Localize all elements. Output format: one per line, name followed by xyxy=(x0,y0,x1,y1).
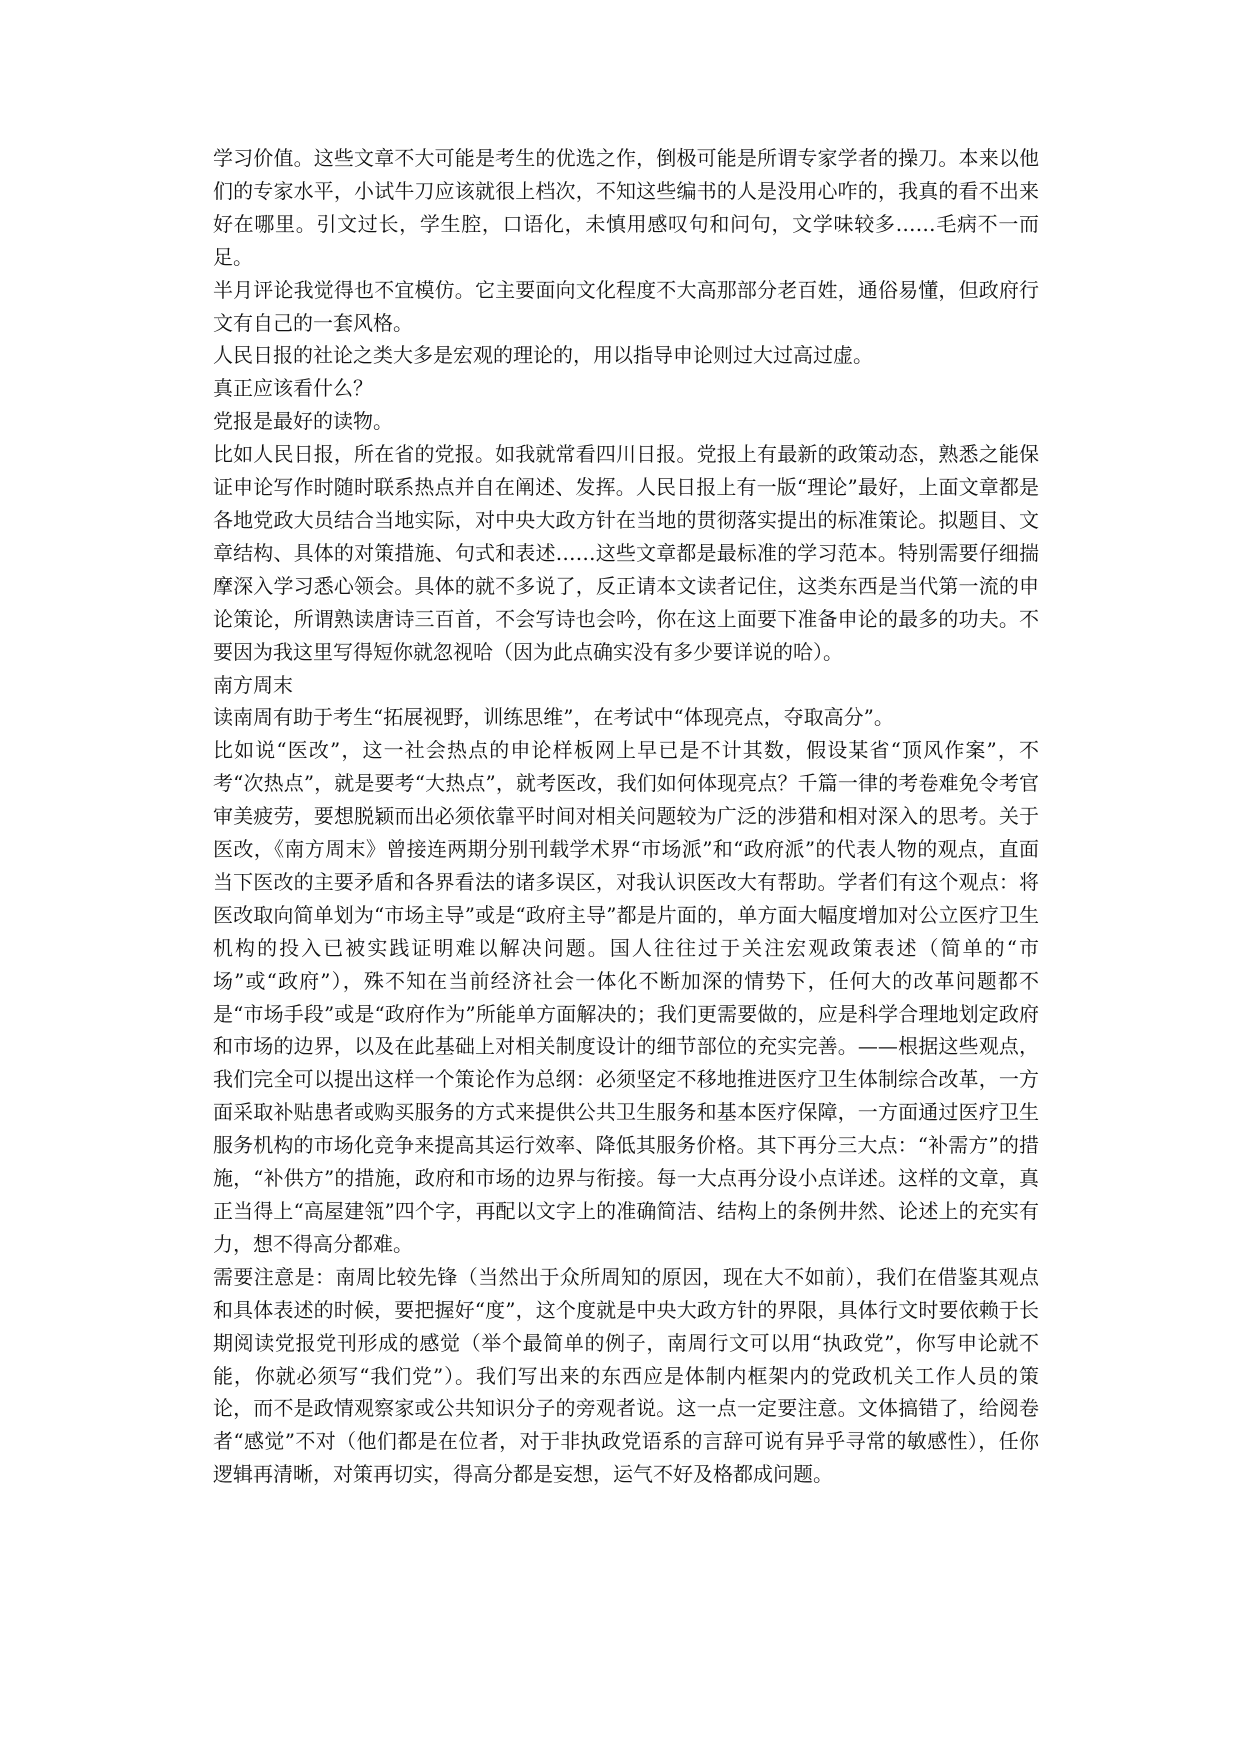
paragraph-5: 党报是最好的读物。 xyxy=(213,409,393,434)
paragraph-1: 学习价值。这些文章不大可能是考生的优选之作，倒极可能是所谓专家学者的操刀。本来以他们的专家水平，小试牛刀应该就很上档次，不知这些编书的人是没用心咋的，我真的看不出来好在哪里。引文过长，学生腔，口语化，未慎用感叹句和问句，文学味较多……毛病不一而足。 xyxy=(213,146,1039,269)
paragraph-3: 人民日报的社论之类大多是宏观的理论的，用以指导申论则过大过高过虚。 xyxy=(213,343,873,368)
paragraph-10: 需要注意是：南周比较先锋（当然出于众所周知的原因，现在大不如前），我们在借鉴其观点和具体表述的时候，要把握好“度”，这个度就是中央大政方针的界限，具体行文时要依赖于长期阅读党报党刊形成的感觉（举个最简单的例子，南周行文可以用“执政党”，你写申论就不能，你就必须写“我们党”）。我们写出来的东西应是体制内框架内的党政机关工作人员的策论，而不是政情观察家或公共知识分子的旁观者说。这一点一定要注意。文体搞错了，给阅卷者“感觉”不对（他们都是在位者，对于非执政党语系的言辞可说有异乎寻常的敏感性），任你逻辑再清晰，对策再切实，得高分都是妄想，运气不好及格都成问题。 xyxy=(213,1264,1039,1487)
section-heading-nanfang-zhoumo: 南方周末 xyxy=(213,672,293,697)
paragraph-4: 真正应该看什么？ xyxy=(213,376,373,401)
paragraph-8: 读南周有助于考生“拓展视野，训练思维”，在考试中“体现亮点，夺取高分”。 xyxy=(213,705,894,730)
paragraph-6: 比如人民日报，所在省的党报。如我就常看四川日报。党报上有最新的政策动态，熟悉之能保证申论写作时随时联系热点并自在阐述、发挥。人民日报上有一版“理论”最好，上面文章都是各地党政大员结合当地实际，对中央大政方针在当地的贯彻落实提出的标准策论。拟题目、文章结构、具体的对策措施、句式和表述……这些文章都是最标准的学习范本。特别需要仔细揣摩深入学习悉心领会。具体的就不多说了，反正请本文读者记住，这类东西是当代第一流的申论策论，所谓熟读唐诗三百首，不会写诗也会吟，你在这上面要下准备申论的最多的功夫。不要因为我这里写得短你就忽视哈（因为此点确实没有多少要详说的哈）。 xyxy=(213,442,1039,664)
paragraph-9: 比如说“医改”，这一社会热点的申论样板网上早已是不计其数，假设某省“顶风作案”，不考“次热点”，就是要考“大热点”，就考医改，我们如何体现亮点？千篇一律的考卷难免令考官审美疲劳，要想脱颖而出必须依靠平时间对相关问题较为广泛的涉猎和相对深入的思考。关于医改，《南方周末》曾接连两期分别刊载学术界“市场派”和“政府派”的代表人物的观点，直面当下医改的主要矛盾和各界看法的诸多误区，对我认识医改大有帮助。学者们有这个观点：将医改取向简单划为“市场主导”或是“政府主导”都是片面的，单方面大幅度增加对公立医疗卫生机构的投入已被实践证明难以解决问题。国人往往过于关注宏观政策表述（简单的“市场”或“政府”），殊不知在当前经济社会一体化不断加深的情势下，任何大的改革问题都不是“市场手段”或是“政府作为”所能单方面解决的；我们更需要做的，应是科学合理地划定政府和市场的边界，以及在此基础上对相关制度设计的细节部位的充实完善。——根据这些观点，我们完全可以提出这样一个策论作为总纲：必须坚定不移地推进医疗卫生体制综合改革，一方面采取补贴患者或购买服务的方式来提供公共卫生服务和基本医疗保障，一方面通过医疗卫生服务机构的市场化竞争来提高其运行效率、降低其服务价格。其下再分三大点：“补需方”的措施，“补供方”的措施，政府和市场的边界与衔接。每一大点再分设小点详述。这样的文章，真正当得上“高屋建瓴”四个字，再配以文字上的准确简洁、结构上的条例井然、论述上的充实有力，想不得高分都难。 xyxy=(213,738,1039,1256)
document-body xyxy=(213,142,1039,1491)
paragraph-2: 半月评论我觉得也不宜模仿。它主要面向文化程度不大高那部分老百姓，通俗易懂，但政府行文有自己的一套风格。 xyxy=(213,277,1039,335)
